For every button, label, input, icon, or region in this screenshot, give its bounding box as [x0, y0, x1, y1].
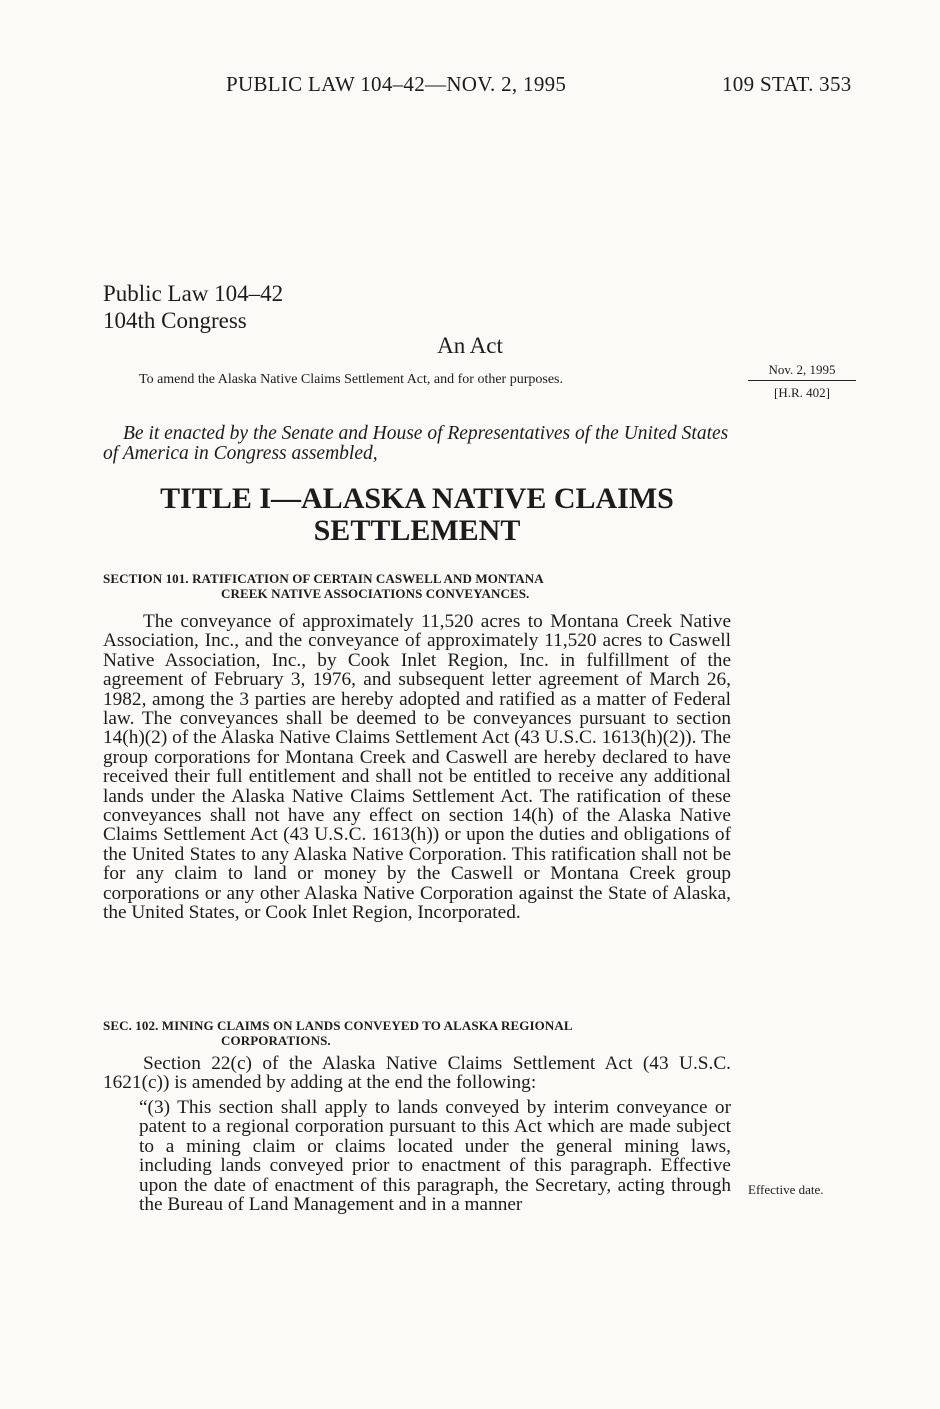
- enactment-date: Nov. 2, 1995: [748, 362, 856, 381]
- bill-number: [H.R. 402]: [774, 385, 830, 400]
- law-designation: [103, 280, 283, 334]
- section-101-heading: [103, 571, 733, 601]
- margin-date-note: [748, 362, 856, 401]
- act-label: An Act: [437, 333, 503, 358]
- title-heading: TITLE I—ALASKA NATIVE CLAIMS SETTLEMENT: [160, 482, 674, 547]
- congress-number: 104th Congress: [103, 308, 247, 333]
- section-101-heading-line1: SECTION 101. RATIFICATION OF CERTAIN CASWELL AND MONTANA: [103, 571, 544, 586]
- act-heading: [0, 333, 940, 359]
- section-101-heading-line2: CREEK NATIVE ASSOCIATIONS CONVEYANCES.: [221, 586, 530, 601]
- running-head-stat: 109 STAT. 353: [722, 72, 852, 96]
- running-head-law: PUBLIC LAW 104–42—NOV. 2, 1995: [226, 72, 567, 96]
- margin-effective-date-note: Effective date.: [748, 1182, 824, 1197]
- enacting-clause: Be it enacted by the Senate and House of Representatives of the United States of America in Congress assembled,: [103, 423, 729, 464]
- section-102-heading-line2: CORPORATIONS.: [221, 1033, 331, 1048]
- section-101-text: The conveyance of approximately 11,520 acres to Montana Creek Native Association, Inc., and the conveyance of approximately 11,520 acres to Caswell Native Association, Inc., by Cook Inlet Region, Inc. in fulfillment of the agreement of February 3, 1976, and subsequent letter agreement of March 26, 1982, among the 3 parties are hereby adopted and ratified as a matter of Federal law. The conveyances shall be deemed to be conveyances pursuant to section 14(h)(2) of the Alaska Native Claims Settlement Act (43 U.S.C. 1613(h)(2)). The group corporations for Montana Creek and Caswell are hereby declared to have received their full entitlement and shall not be entitled to receive any additional lands under the Alaska Native Claims Settlement Act. The ratification of these conveyances shall not have any effect on section 14(h) of the Alaska Native Claims Settlement Act (43 U.S.C. 1613(h)) or upon the duties and obligations of the United States to any Alaska Native Corporation. This ratification shall not be for any claim to land or money by the Caswell or Montana Creek group corporations or any other Alaska Native Corporation against the State of Alaska, the United States, or Cook Inlet Region, Incorporated.: [103, 611, 731, 924]
- public-law-number: Public Law 104–42: [103, 281, 284, 306]
- section-102-heading-line1: SEC. 102. MINING CLAIMS ON LANDS CONVEYED TO ALASKA REGIONAL: [103, 1018, 573, 1033]
- act-purpose: To amend the Alaska Native Claims Settlement Act, and for other purposes.: [139, 372, 563, 387]
- section-102-heading: [103, 1018, 733, 1048]
- section-102-text: Section 22(c) of the Alaska Native Claims Settlement Act (43 U.S.C. 1621(c)) is amended by adding at the end the following:: [103, 1053, 731, 1094]
- section-102-quoted-text: “(3) This section shall apply to lands conveyed by interim conveyance or patent to a regional corporation pursuant to this Act which are made subject to a mining claim or claims located under the general mining laws, including lands conveyed prior to enactment of this paragraph. Effective upon the date of enactment of this paragraph, the Secretary, acting through the Bureau of Land Management and in a manner: [139, 1097, 731, 1216]
